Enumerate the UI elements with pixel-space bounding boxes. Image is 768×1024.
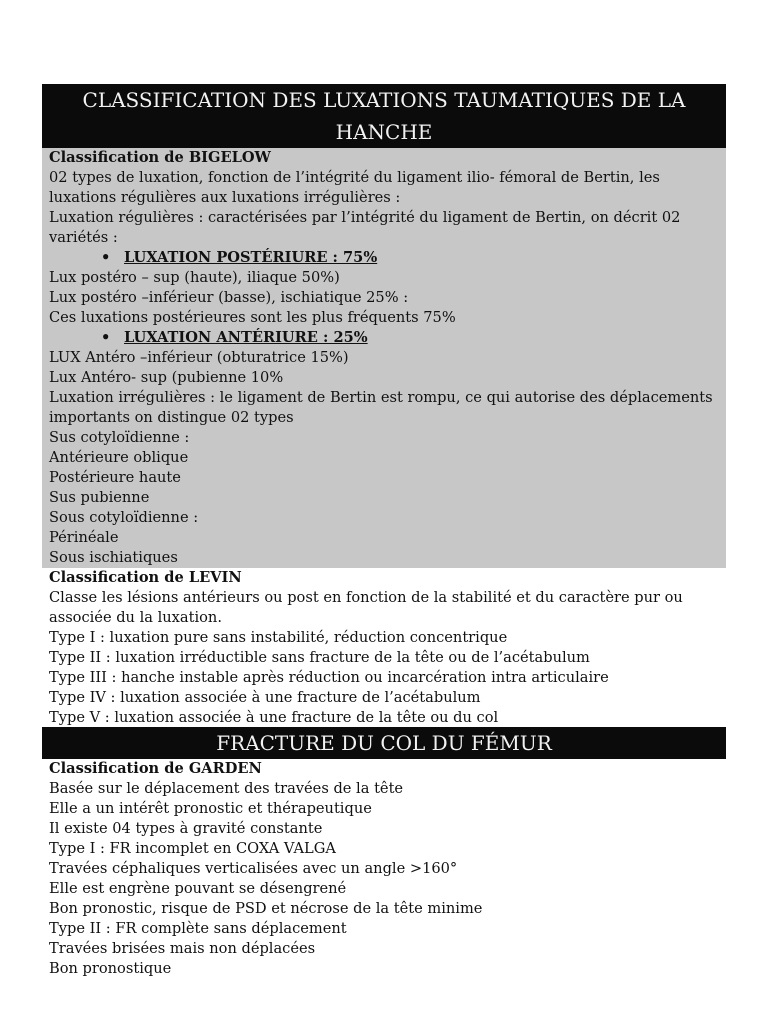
bullet-luxation-anterieure [49,328,721,348]
post-sup-line: Lux postéro – sup (haute), iliaque 50%) [49,269,340,286]
list-item: Sus cotyloïdienne : [49,429,190,446]
post-inf-line: Lux postéro –inférieur (basse), ischiatique 25% : [49,289,409,306]
section-title-luxations: CLASSIFICATION DES LUXATIONS TAUMATIQUES DE LA HANCHE [42,84,726,148]
garden-section [49,759,721,979]
section-title-fracture-col: FRACTURE DU COL DU FÉMUR [42,727,726,759]
levin-type-line: Type IV : luxation associée à une fracture de l’acétabulum [49,689,481,706]
garden-line: Elle est engrène pouvant se désengrené [49,880,347,897]
bullet-anterieure-label: LUXATION ANTÉRIURE : 25% [124,329,368,346]
levin-type-line: Type V : luxation associée à une fracture de la tête ou du col [49,709,499,726]
levin-section [49,568,721,728]
list-item: Postérieure haute [49,469,181,486]
list-item: Sus pubienne [49,489,150,506]
bullet-luxation-posterieure [49,248,721,268]
garden-line: Bon pronostic, risque de PSD et nécrose de la tête minime [49,900,483,917]
levin-type-line: Type III : hanche instable après réduction ou incarcération intra articulaire [49,669,609,686]
ant-inf-line: LUX Antéro –inférieur (obturatrice 15%) [49,349,349,366]
list-item: Antérieure oblique [49,449,189,466]
post-freq-line: Ces luxations postérieures sont les plus fréquents 75% [49,309,456,326]
list-item: Périnéale [49,529,119,546]
garden-line: Type I : FR incomplet en COXA VALGA [49,840,336,857]
bigelow-section [49,148,721,568]
list-item: Sous cotyloïdienne : [49,509,199,526]
garden-line: Type II : FR complète sans déplacement [49,920,347,937]
garden-line: Travées brisées mais non déplacées [49,940,316,957]
levin-heading: Classification de LEVIN [49,569,242,586]
bigelow-heading: Classification de BIGELOW [49,149,271,166]
garden-line: Elle a un intérêt pronostic et thérapeutique [49,800,372,817]
garden-line: Bon pronostique [49,960,172,977]
bigelow-regulieres: Luxation régulières : caractérisées par l’intégrité du ligament de Bertin, on décrit 02 variétés : [49,209,681,246]
levin-type-line: Type I : luxation pure sans instabilité, réduction concentrique [49,629,508,646]
garden-heading: Classification de GARDEN [49,760,262,777]
garden-line: Il existe 04 types à gravité constante [49,820,323,837]
garden-line: Basée sur le déplacement des travées de la tête [49,780,404,797]
levin-intro: Classe les lésions antérieurs ou post en fonction de la stabilité et du caractère pur ou associée du la luxation. [49,589,683,626]
bullet-dot-icon: • [101,329,111,346]
levin-type-line: Type II : luxation irréductible sans fracture de la tête ou de l’acétabulum [49,649,590,666]
list-item: Sous ischiatiques [49,549,178,566]
garden-line: Travées céphaliques verticalisées avec un angle >160° [49,860,458,877]
ant-sup-line: Lux Antéro- sup (pubienne 10% [49,369,284,386]
bullet-dot-icon: • [101,249,111,266]
irregulieres-line: Luxation irrégulières : le ligament de Bertin est rompu, ce qui autorise des déplacements importants on distingue 02 types [49,389,713,426]
bullet-posterieure-label: LUXATION POSTÉRIURE : 75% [124,249,378,266]
bigelow-intro: 02 types de luxation, fonction de l’intégrité du ligament ilio- fémoral de Bertin, les luxations régulières aux luxations irrégulières : [49,169,660,206]
